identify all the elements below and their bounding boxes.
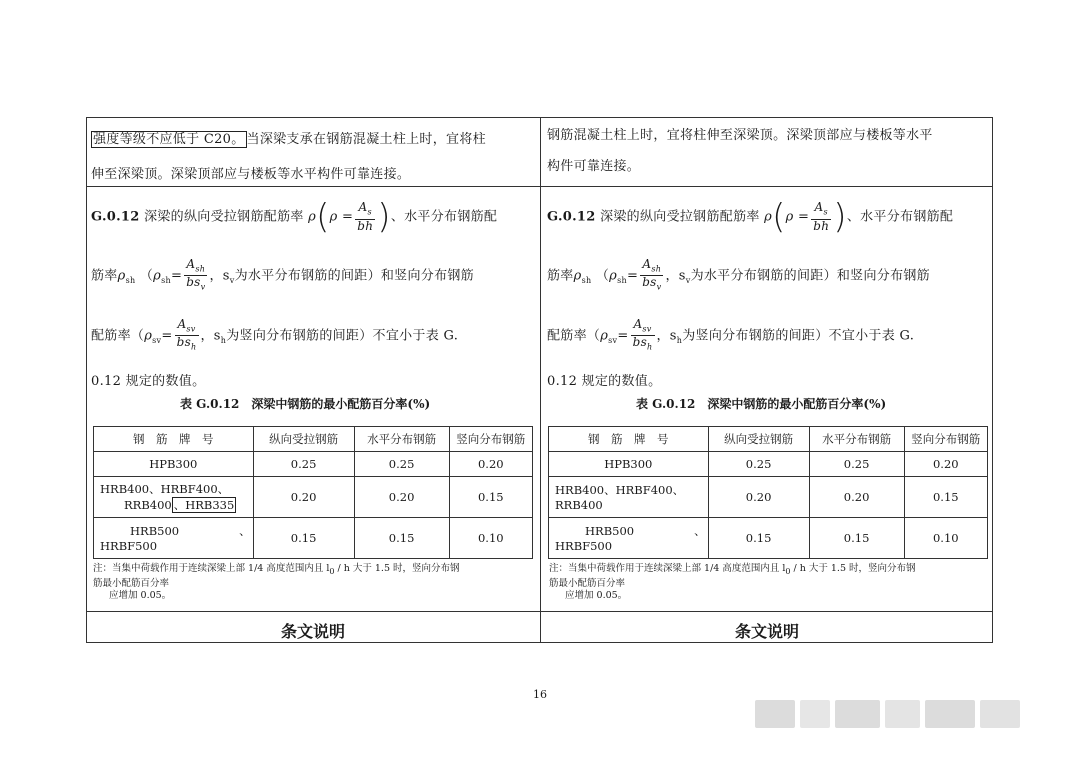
table-header-row (94, 427, 533, 452)
left-rebar-table (93, 426, 533, 559)
right-top-line-2: 构件可靠连接。 (547, 159, 641, 174)
value-cell: 0.25 (809, 452, 904, 477)
left-top-line-2: 伸至深梁顶。深梁顶部应与楼板等水平构件可靠连接。 (91, 167, 411, 182)
left-clause-line-2: 筋率$\rho_{sh}$ （$\rho_{sh}=$ $\frac{A_{sh}}{bs_v}$ ，$s_v$为水平分布钢筋的间距）和竖向分布钢筋 (91, 257, 474, 292)
page-number: 16 (533, 688, 547, 701)
grade-cell: HRB500 、 HRBF500 (549, 518, 709, 559)
left-top-line-1: 强度等级不应低于 C20。 当深梁支承在钢筋混凝土柱上时，宜将柱 (93, 132, 486, 147)
row-divider-1 (86, 186, 993, 187)
right-clause-line-2: 筋率$\rho_{sh}$ （$\rho_{sh}=$ $\frac{A_{sh}}{bs_v}$ ，$s_v$为水平分布钢筋的间距）和竖向分布钢筋 (547, 257, 930, 292)
value-cell: 0.25 (354, 452, 449, 477)
highlighted-text: 、HRB335 (173, 498, 235, 512)
header-cell: 纵向受拉钢筋 (253, 427, 354, 452)
value-cell: 0.15 (253, 518, 354, 559)
right-top-line-1: 钢筋混凝土柱上时，宜将柱伸至深梁顶。深梁顶部应与楼板等水平 (547, 128, 933, 143)
value-cell: 0.20 (253, 477, 354, 518)
table-row (549, 452, 988, 477)
value-cell: 0.15 (449, 477, 532, 518)
table-row (549, 518, 988, 559)
right-clause-line-3: 配筋率（$\rho_{sv}=$ $\frac{A_{sv}}{bs_h}$ ，$s_h$为竖向分布钢筋的间距）不宜小于表 G. (547, 317, 915, 352)
highlighted-text: 强度等级不应低于 C20。 (93, 132, 245, 147)
right-table-note: 注：当集中荷载作用于连续深梁上部 1/4 高度范围内且 $l_0$ / h 大于 1.5 时，竖向分布钢 筋最小配筋百分率 应增加 0.05。 (549, 563, 916, 601)
header-cell: 竖向分布钢筋 (449, 427, 532, 452)
value-cell: 0.20 (449, 452, 532, 477)
row-divider-2 (86, 611, 993, 612)
table-row (549, 477, 988, 518)
value-cell: 0.20 (708, 477, 809, 518)
left-clause-line-1: G.0.12 深梁的纵向受拉钢筋配筋率 ρ(ρ = $\frac{A_s}{bh}$ )、水平分布钢筋配 (91, 197, 498, 237)
value-cell: 0.20 (809, 477, 904, 518)
value-cell: 0.15 (354, 518, 449, 559)
value-cell: 0.15 (809, 518, 904, 559)
value-cell: 0.10 (904, 518, 987, 559)
grade-cell: HPB300 (94, 452, 254, 477)
header-cell: 水平分布钢筋 (809, 427, 904, 452)
right-clause-line-4: 0.12 规定的数值。 (547, 374, 662, 389)
table-row (94, 518, 533, 559)
right-table-title: 表 G.0.12 深梁中钢筋的最小配筋百分率(%) (636, 397, 887, 411)
grade-cell: HRB400、HRBF400、 RRB400 (549, 477, 709, 518)
header-cell: 纵向受拉钢筋 (708, 427, 809, 452)
value-cell: 0.25 (708, 452, 809, 477)
grade-cell: HPB300 (549, 452, 709, 477)
column-divider (540, 117, 541, 643)
value-cell: 0.25 (253, 452, 354, 477)
table-row (94, 452, 533, 477)
table-row (94, 477, 533, 518)
left-explanation-heading: 条文说明 (280, 622, 345, 641)
header-cell: 竖向分布钢筋 (904, 427, 987, 452)
grade-cell: HRB400、HRBF400、 RRB400 、HRB335 (94, 477, 254, 518)
right-rebar-table (548, 426, 988, 559)
left-clause-line-4: 0.12 规定的数值。 (91, 374, 206, 389)
left-table-note: 注：当集中荷载作用于连续深梁上部 1/4 高度范围内且 $l_0$ / h 大于 1.5 时，竖向分布钢 筋最小配筋百分率 应增加 0.05。 (93, 563, 460, 601)
value-cell: 0.15 (904, 477, 987, 518)
value-cell: 0.20 (904, 452, 987, 477)
header-cell: 钢 筋 牌 号 (94, 427, 254, 452)
right-explanation-heading: 条文说明 (734, 622, 799, 641)
right-clause-line-1: G.0.12 深梁的纵向受拉钢筋配筋率 ρ(ρ = $\frac{A_s}{bh}$ )、水平分布钢筋配 (547, 197, 954, 237)
header-cell: 钢 筋 牌 号 (549, 427, 709, 452)
table-header-row (549, 427, 988, 452)
left-table-title: 表 G.0.12 深梁中钢筋的最小配筋百分率(%) (180, 397, 431, 411)
grade-cell: HRB500 、 HRBF500 (94, 518, 254, 559)
value-cell: 0.15 (708, 518, 809, 559)
value-cell: 0.20 (354, 477, 449, 518)
left-clause-line-3: 配筋率（$\rho_{sv}=$ $\frac{A_{sv}}{bs_h}$ ，$s_h$为竖向分布钢筋的间距）不宜小于表 G. (91, 317, 459, 352)
header-cell: 水平分布钢筋 (354, 427, 449, 452)
value-cell: 0.10 (449, 518, 532, 559)
